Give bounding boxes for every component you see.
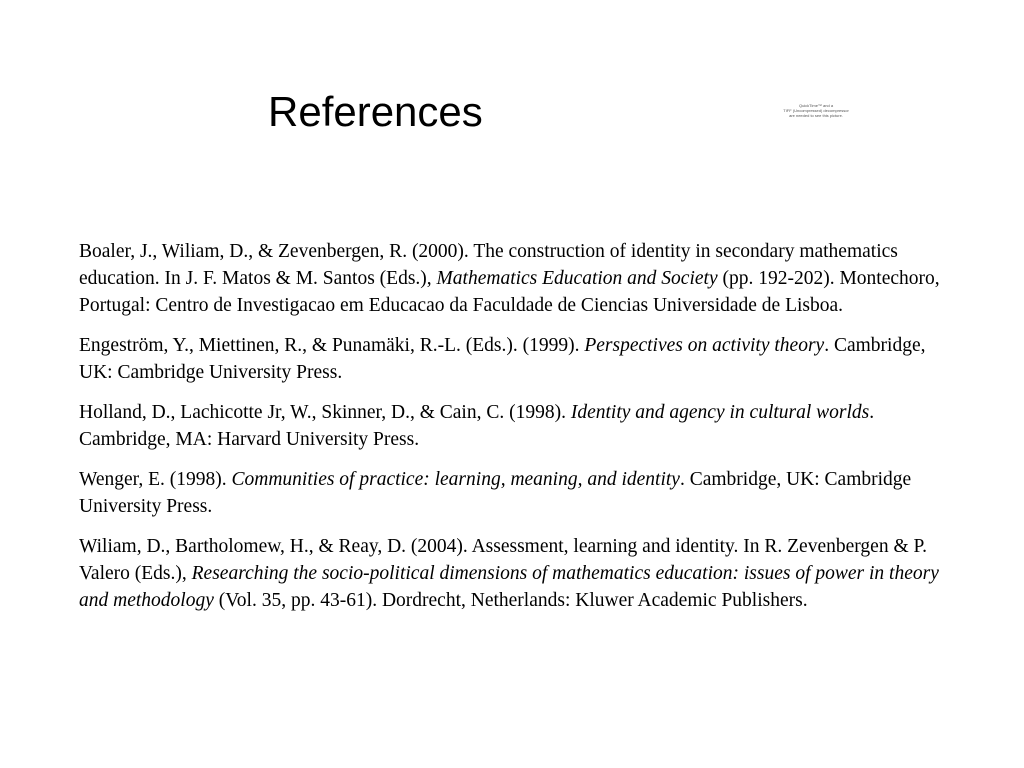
reference-item (79, 238, 951, 319)
reference-text: (pp. 192-202). Montechoro, Portugal: Centro de Investigacao em Educacao da Faculdade de Ciencias Universidade de Lisboa. (79, 268, 940, 316)
reference-item (79, 466, 951, 520)
reference-text: Wenger, E. (1998). (79, 469, 232, 490)
reference-source-title: Identity and agency in cultural worlds (570, 402, 870, 423)
reference-text: . Cambridge, MA: Harvard University Press. (79, 402, 875, 450)
reference-item (79, 332, 951, 386)
reference-text: . Cambridge, UK: Cambridge University Press. (79, 469, 912, 517)
placeholder-line: are needed to see this picture. (789, 113, 843, 118)
reference-list (79, 238, 951, 627)
placeholder-line: TIFF (Uncompressed) decompressor (783, 108, 849, 113)
reference-text: (Vol. 35, pp. 43-61). Dordrecht, Netherlands: Kluwer Academic Publishers. (213, 590, 808, 611)
reference-text: Engeström, Y., Miettinen, R., & Punamäki, R.-L. (Eds.). (1999). (79, 335, 585, 356)
reference-source-title: Perspectives on activity theory (584, 335, 825, 356)
reference-source-title: Communities of practice: learning, meaning, and identity (231, 469, 680, 490)
reference-item (79, 533, 951, 614)
reference-source-title: Mathematics Education and Society (436, 268, 718, 289)
reference-item (79, 399, 951, 453)
reference-text: Wiliam, D., Bartholomew, H., & Reay, D. (2004). Assessment, learning and identity. In R. Zevenbergen & P. Valero (Eds.), (79, 536, 928, 584)
reference-text: Boaler, J., Wiliam, D., & Zevenbergen, R. (2000). The construction of identity in secondary mathematics education. In J. F. Matos & M. Santos (Eds.), (79, 241, 898, 289)
reference-text: Holland, D., Lachicotte Jr, W., Skinner, D., & Cain, C. (1998). (79, 402, 571, 423)
placeholder-line: QuickTime™ and a (798, 103, 834, 108)
reference-text: . Cambridge, UK: Cambridge University Press. (79, 335, 926, 383)
slide-title: References (268, 88, 483, 135)
missing-picture-placeholder (768, 103, 864, 118)
reference-source-title: Researching the socio-political dimensions of mathematics education: issues of power in theory and methodology (79, 563, 939, 611)
